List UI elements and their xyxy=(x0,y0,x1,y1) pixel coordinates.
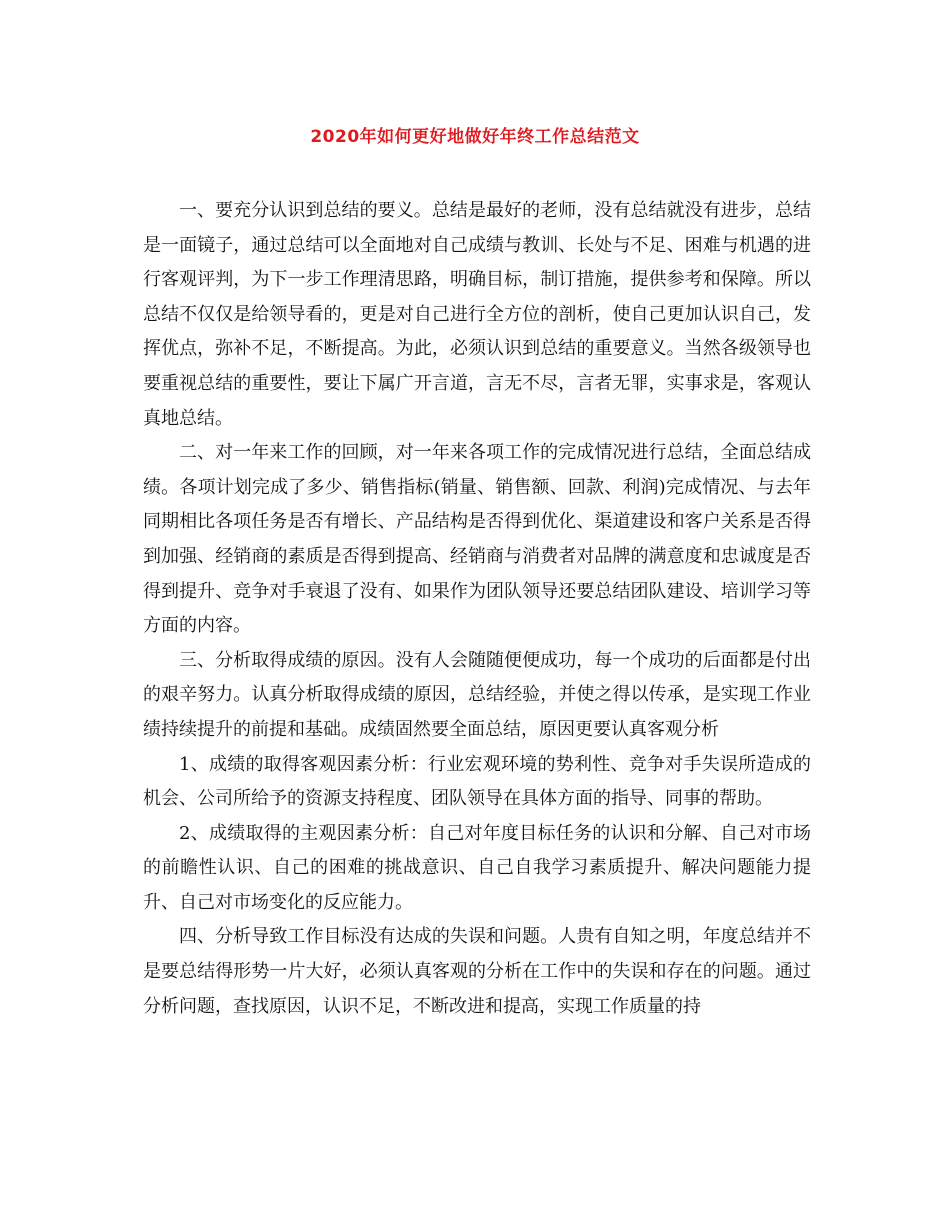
paragraph-4: 1、成绩的取得客观因素分析：行业宏观环境的势利性、竞争对手失误所造成的机会、公司所给予的资源支持程度、团队领导在具体方面的指导、同事的帮助。 xyxy=(143,753,811,810)
document-title: 2020年如何更好地做好年终工作总结范文 xyxy=(310,127,640,147)
paragraph-3: 三、分析取得成绩的原因。没有人会随随便便成功，每一个成功的后面都是付出的艰辛努力。认真分析取得成绩的原因，总结经验，并使之得以传承，是实现工作业绩持续提升的前提和基础。成绩固然要全面总结，原因更要认真客观分析 xyxy=(143,649,811,740)
paragraph-5: 2、成绩取得的主观因素分析：自己对年度目标任务的认识和分解、自己对市场的前瞻性认识、自己的困难的挑战意识、自己自我学习素质提升、解决问题能力提升、自己对市场变化的反应能力。 xyxy=(143,822,811,913)
document-body xyxy=(143,194,811,1024)
paragraph-2: 二、对一年来工作的回顾，对一年来各项工作的完成情况进行总结，全面总结成绩。各项计划完成了多少、销售指标(销量、销售额、回款、利润)完成情况、与去年同期相比各项任务是否有增长、产品结构是否得到优化、渠道建设和客户关系是否得到加强、经销商的素质是否得到提高、经销商与消费者对品牌的满意度和忠诚度是否得到提升、竞争对手衰退了没有、如果作为团队领导还要总结团队建设、培训学习等方面的内容。 xyxy=(143,442,811,637)
paragraph-6: 四、分析导致工作目标没有达成的失误和问题。人贵有自知之明，年度总结并不是要总结得形势一片大好，必须认真客观的分析在工作中的失误和存在的问题。通过分析问题，查找原因，认识不足，不断改进和提高，实现工作质量的持 xyxy=(143,926,811,1017)
paragraph-1: 一、要充分认识到总结的要义。总结是最好的老师，没有总结就没有进步，总结是一面镜子，通过总结可以全面地对自己成绩与教训、长处与不足、困难与机遇的进行客观评判，为下一步工作理清思路，明确目标，制订措施，提供参考和保障。所以总结不仅仅是给领导看的，更是对自己进行全方位的剖析，使自己更加认识自己，发挥优点，弥补不足，不断提高。为此，必须认识到总结的重要意义。当然各级领导也要重视总结的重要性，要让下属广开言道，言无不尽，言者无罪，实事求是，客观认真地总结。 xyxy=(143,200,811,429)
